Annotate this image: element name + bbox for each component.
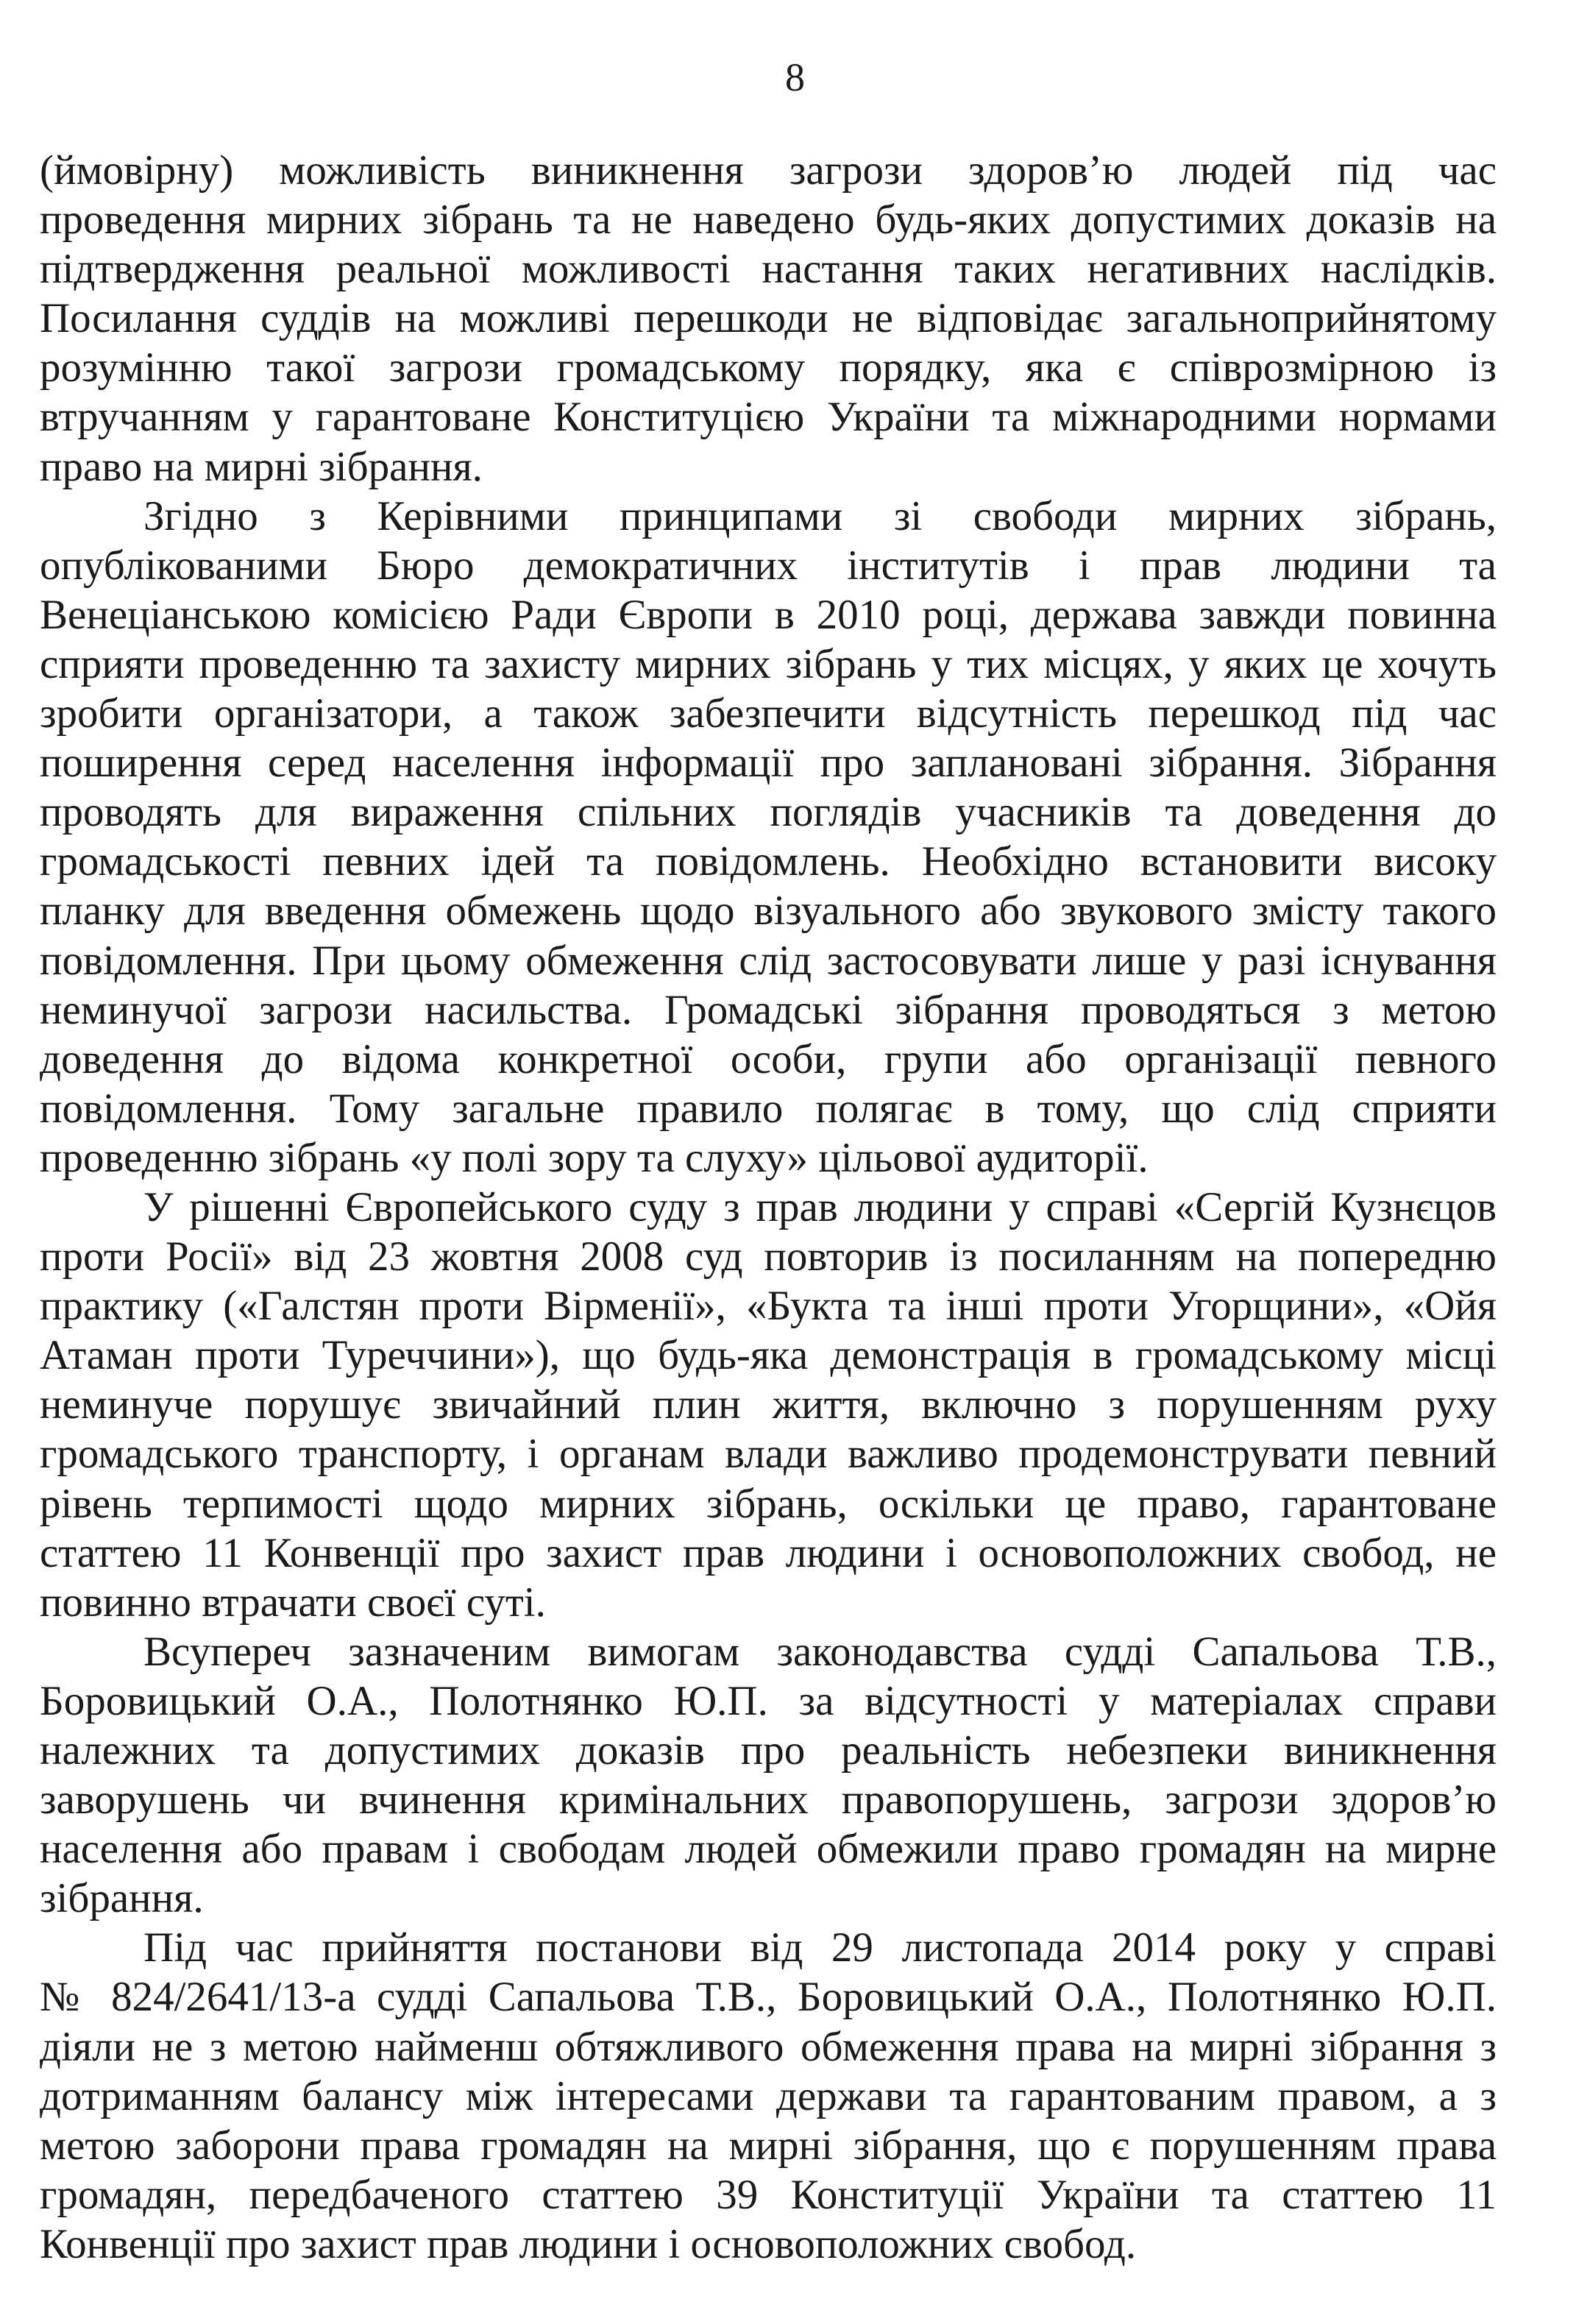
text-line: Всупереч зазначеним вимогам законодавства судді Сапальова Т.В., — [143, 1628, 1497, 1675]
text-line: проводять для вираження спільних поглядів учасників та доведення до — [40, 789, 1497, 836]
text-line: Під час прийняття постанови від 29 листопада 2014 року у справі — [143, 1924, 1497, 1971]
text-line: (ймовірну) можливість виникнення загрози здоров’ю людей під час — [40, 147, 1497, 194]
text-line: діяли не з метою найменш обтяжливого обмеження права на мирні зібрання з — [40, 2023, 1497, 2070]
text-line: опублікованими Бюро демократичних інститутів і прав людини та — [40, 542, 1497, 589]
text-line: зробити організатори, а також забезпечити відсутність перешкод під час — [40, 690, 1497, 737]
page-number: 8 — [785, 55, 805, 99]
text-line: зібрання. — [40, 1875, 204, 1922]
text-line: дотриманням балансу між інтересами держави та гарантованим правом, а з — [40, 2072, 1497, 2119]
paragraph — [40, 492, 1497, 1183]
text-line: планку для введення обмежень щодо візуального або звукового змісту такого — [40, 888, 1497, 935]
text-line: повідомлення. Тому загальне правило полягає в тому, що слід сприяти — [40, 1085, 1497, 1132]
text-line: громадян, передбаченого статтею 39 Конституції України та статтею 11 — [40, 2171, 1497, 2218]
text-line: Конвенції про захист прав людини і основоположних свобод. — [40, 2220, 1137, 2267]
text-line: неминуче порушує звичайний плин життя, включно з порушенням руху — [40, 1381, 1497, 1428]
text-line: проведення мирних зібрань та не наведено будь-яких допустимих доказів на — [40, 196, 1497, 244]
text-line: рівень терпимості щодо мирних зібрань, оскільки це право, гарантоване — [40, 1480, 1497, 1527]
text-line: повинно втрачати своєї суті. — [40, 1579, 546, 1626]
text-line: Венеціанською комісією Ради Європи в 2010 році, держава завжди повинна — [40, 591, 1497, 638]
text-line: право на мирні зібрання. — [40, 443, 483, 490]
text-line: Згідно з Керівними принципами зі свободи мирних зібрань, — [143, 492, 1497, 539]
text-line: розумінню такої загрози громадському порядку, яка є співрозмірною із — [40, 344, 1497, 392]
text-line: Посилання суддів на можливі перешкоди не відповідає загальноприйнятому — [40, 295, 1497, 342]
text-line: статтею 11 Конвенції про захист прав людини і основоположних свобод, не — [40, 1529, 1497, 1576]
text-line: № 824/2641/13-а судді Сапальова Т.В., Боровицький О.А., Полотнянко Ю.П. — [40, 1974, 1497, 2021]
text-line: належних та допустимих доказів про реальність небезпеки виникнення — [40, 1727, 1497, 1774]
text-line: громадського транспорту, і органам влади важливо продемонструвати певний — [40, 1431, 1497, 1478]
paragraph — [40, 1923, 1497, 2269]
text-line: заворушень чи вчинення кримінальних правопорушень, загрози здоров’ю — [40, 1776, 1497, 1824]
text-line: населення або правам і свободам людей обмежили право громадян на мирне — [40, 1826, 1497, 1873]
text-line: поширення серед населення інформації про заплановані зібрання. Зібрання — [40, 740, 1497, 787]
paragraph — [40, 146, 1497, 492]
text-line: У рішенні Європейського суду з прав людини у справі «Сергій Кузнєцов — [143, 1183, 1497, 1230]
document-body — [40, 146, 1497, 2269]
text-line: втручанням у гарантоване Конституцією України та міжнародними нормами — [40, 394, 1497, 441]
text-line: доведення до відома конкретної особи, групи або організації певного — [40, 1035, 1497, 1083]
text-line: Атаман проти Туреччини»), що будь-яка демонстрація в громадському місці — [40, 1332, 1497, 1379]
text-line: неминучої загрози насильства. Громадські зібрання проводяться з метою — [40, 986, 1497, 1033]
text-line: підтвердження реальної можливості настання таких негативних наслідків. — [40, 246, 1497, 293]
paragraph — [40, 1183, 1497, 1627]
text-line: громадськості певних ідей та повідомлень. Необхідно встановити високу — [40, 838, 1497, 885]
text-line: проведенню зібрань «у полі зору та слуху» цільової аудиторії. — [40, 1134, 1149, 1181]
text-line: практику («Галстян проти Вірменії», «Букта та інші проти Угорщини», «Ойя — [40, 1283, 1497, 1330]
text-line: метою заборони права громадян на мирні зібрання, що є порушенням права — [40, 2122, 1497, 2169]
text-line: проти Росії» від 23 жовтня 2008 суд повторив із посиланням на попередню — [40, 1233, 1497, 1280]
text-line: сприяти проведенню та захисту мирних зібрань у тих місцях, у яких це хочуть — [40, 640, 1497, 687]
text-line: Боровицький О.А., Полотнянко Ю.П. за відсутності у матеріалах справи — [40, 1677, 1497, 1724]
text-line: повідомлення. При цьому обмеження слід застосовувати лише у разі існування — [40, 937, 1497, 984]
paragraph — [40, 1627, 1497, 1924]
